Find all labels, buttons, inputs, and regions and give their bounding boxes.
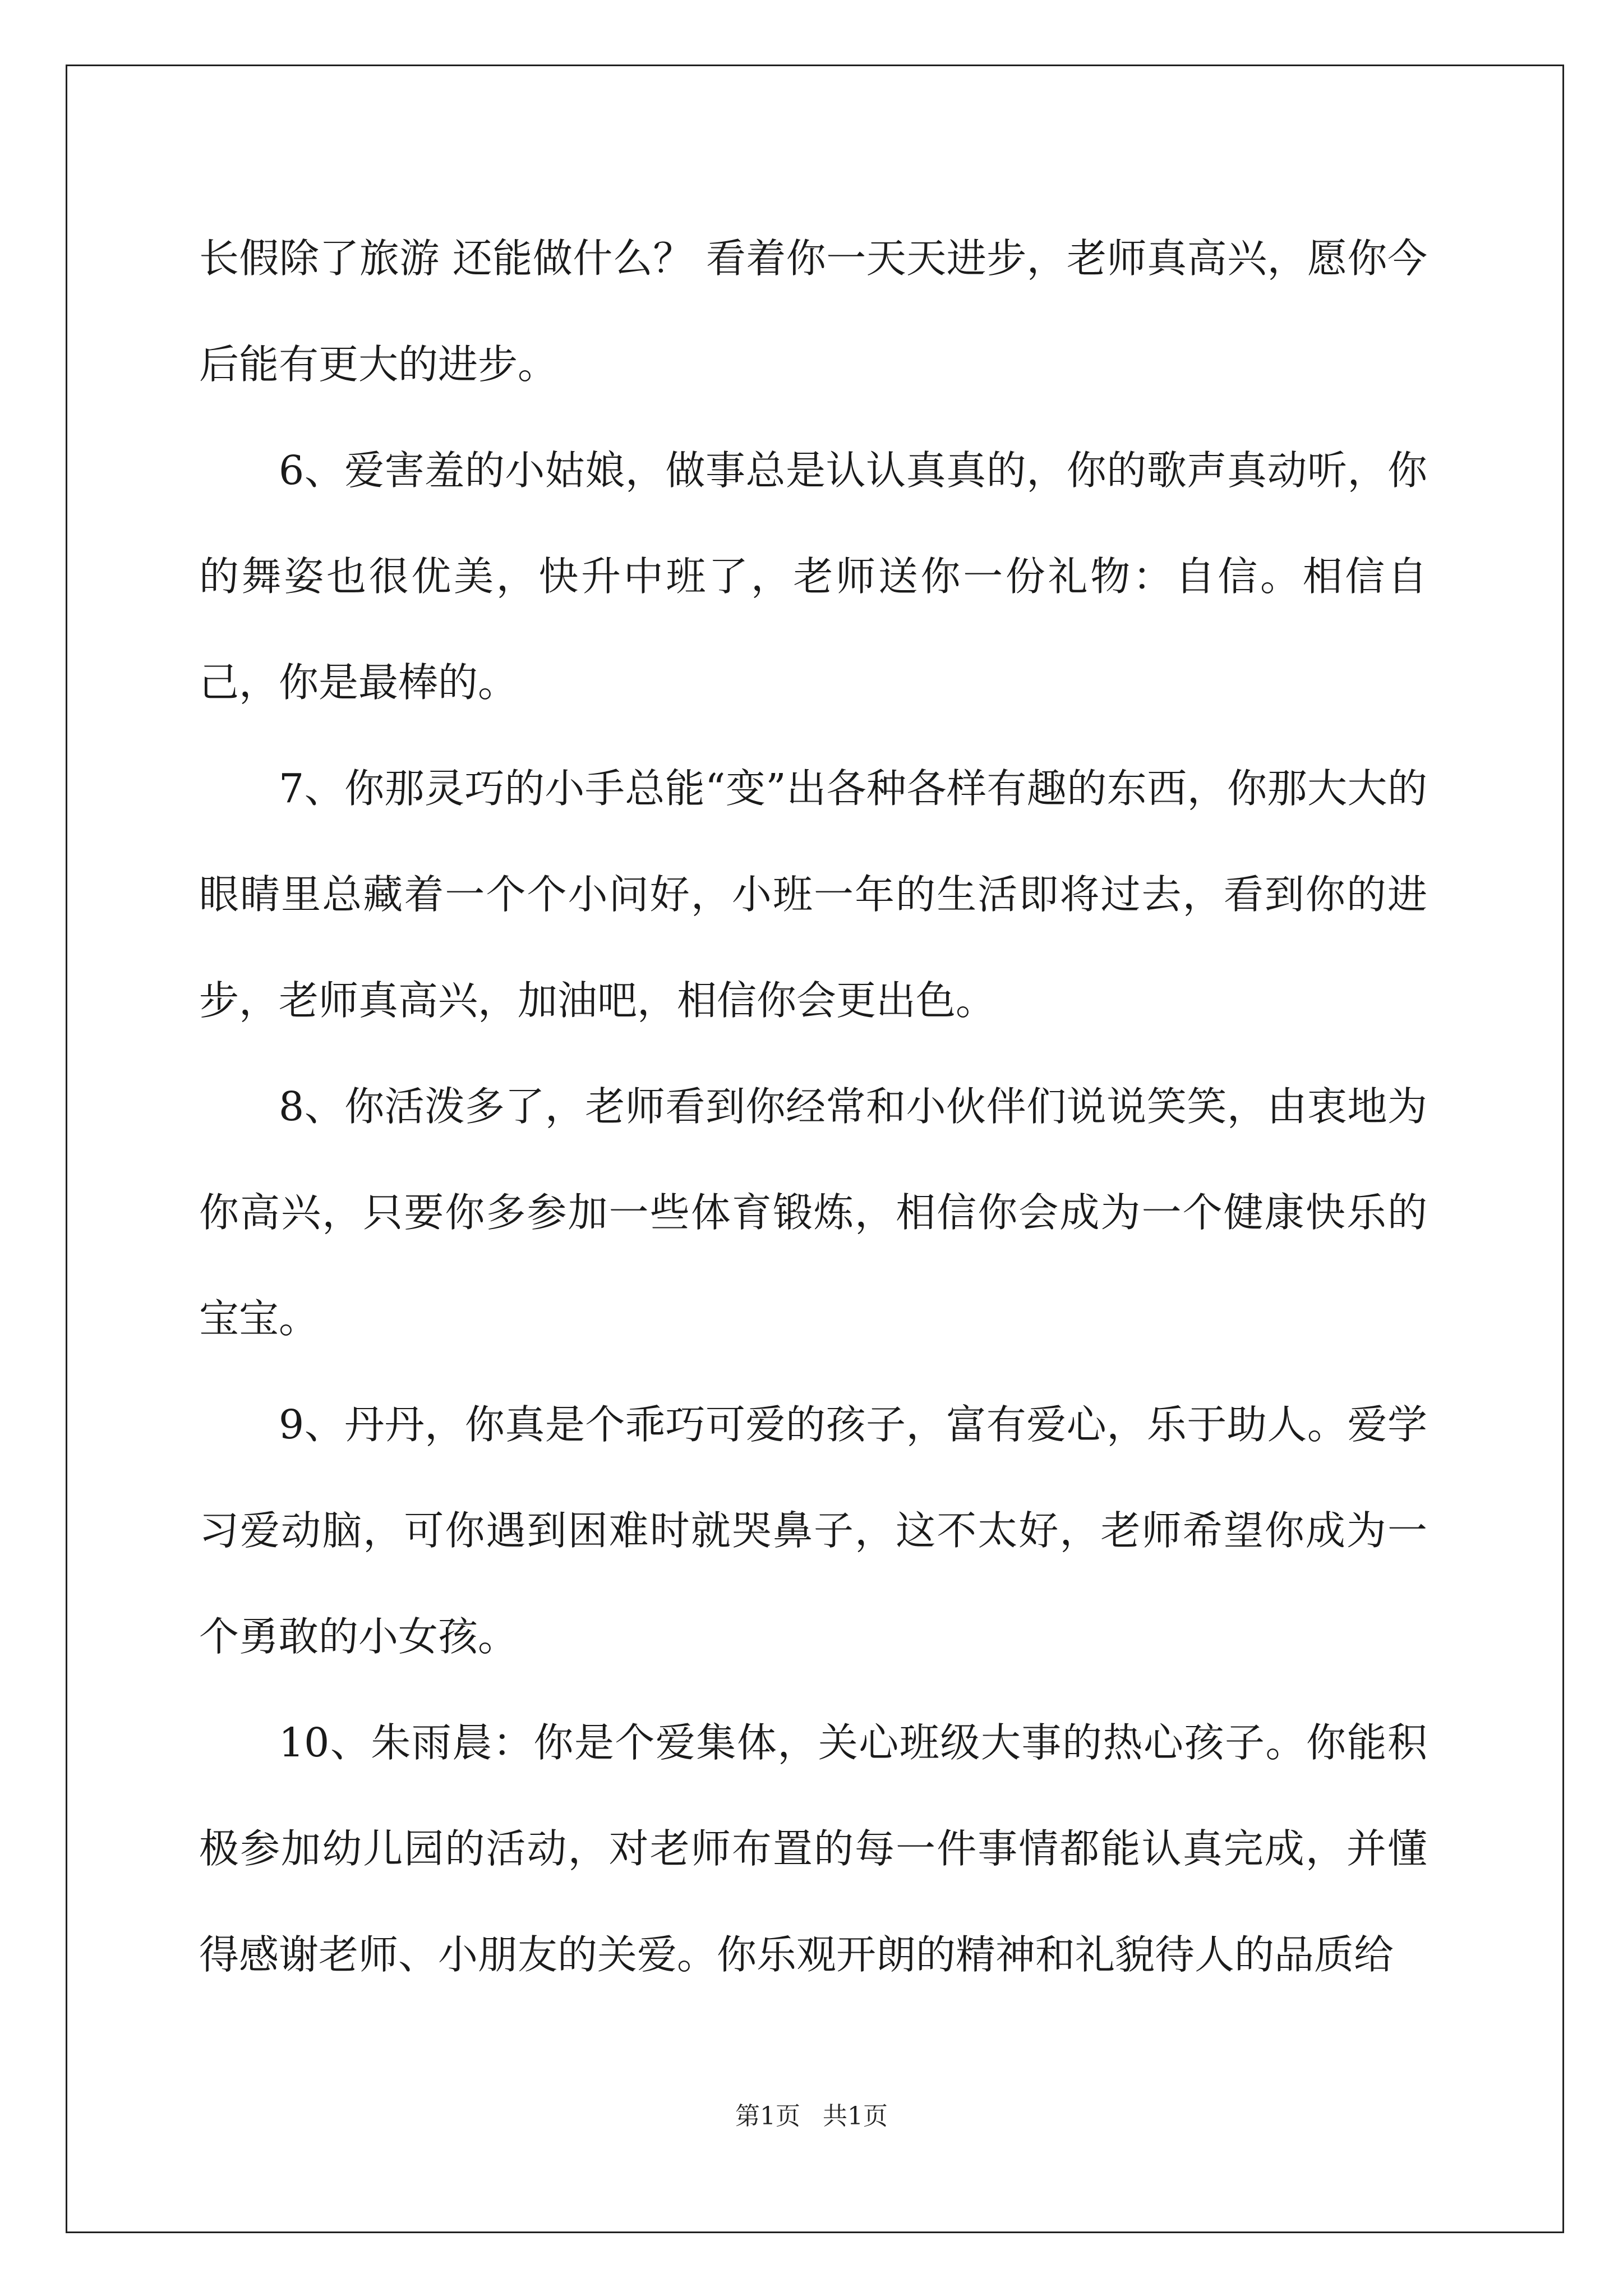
document-body [199, 205, 1427, 2008]
page-footer [0, 2096, 1623, 2132]
paragraph-item-9: 9、丹丹，你真是个乖巧可爱的孩子，富有爱心，乐于助人。爱学习爱动脑，可你遇到困难时就哭鼻子，这不太好，老师希望你成为一个勇敢的小女孩。 [199, 1401, 1427, 1660]
page-number-current: 第1页 [735, 2102, 800, 2131]
paragraph-item-10: 10、朱雨晨：你是个爱集体，关心班级大事的热心孩子。你能积极参加幼儿园的活动，对老师布置的每一件事情都能认真完成，并懂得感谢老师、小朋友的关爱。你乐观开朗的精神和礼貌待人的品质给 [199, 1719, 1427, 1978]
paragraph-item-8: 8、你活泼多了，老师看到你经常和小伙伴们说说笑笑，由衷地为你高兴，只要你多参加一些体育锻炼，相信你会成为一个健康快乐的宝宝。 [199, 1083, 1427, 1342]
paragraph-item-7: 7、你那灵巧的小手总能“变”出各种各样有趣的东西，你那大大的眼睛里总藏着一个个小问好，小班一年的生活即将过去，看到你的进步，老师真高兴，加油吧，相信你会更出色。 [199, 765, 1427, 1024]
paragraph-item-6: 6、爱害羞的小姑娘，做事总是认认真真的，你的歌声真动听，你的舞姿也很优美，快升中班了，老师送你一份礼物：自信。相信自己，你是最棒的。 [199, 447, 1427, 706]
paragraph-continuation: 长假除了旅游 还能做什么？ 看着你一天天进步，老师真高兴，愿你今后能有更大的进步。 [199, 235, 1427, 388]
page-number-total: 共1页 [823, 2102, 888, 2131]
